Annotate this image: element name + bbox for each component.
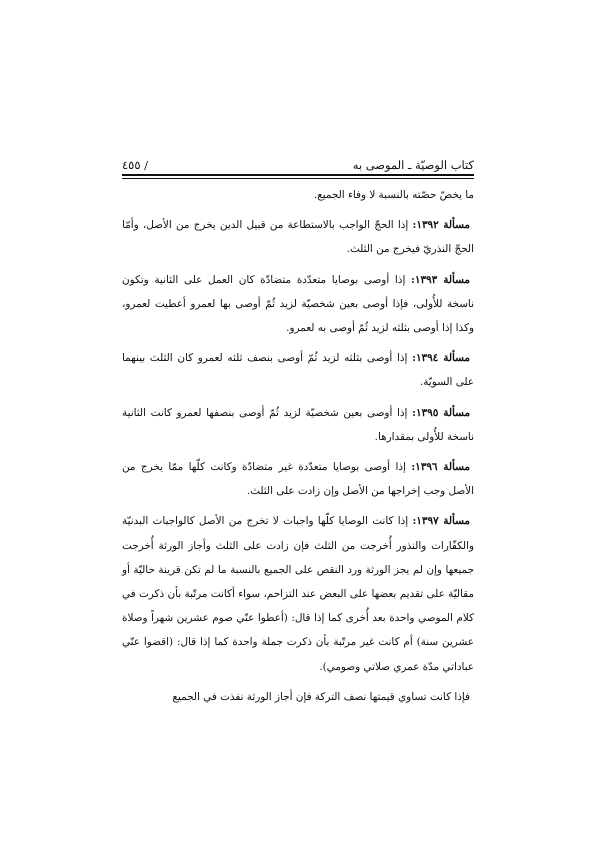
paragraph-continuation	[122, 183, 474, 207]
issue-label: مسألة ١٣٩٥:	[412, 406, 471, 419]
issue-label: مسألة ١٣٩٦:	[411, 461, 470, 474]
paragraph-text: فإذا كانت تساوي قيمتها نصف التركة فإن أجاز الورثة نفذت في الجميع	[172, 690, 470, 703]
page-number: / ٤٥٥	[122, 158, 149, 172]
issue-label: مسألة ١٣٩٢:	[412, 219, 470, 232]
paragraph-text: إذا كانت الوصايا كلّها واجبات لا تخرج من الأصل كالواجبات البدنيّة والكفّارات والنذور أُخرجت من الثلث فإن زادت على الثلث وأجاز الورثة أُخرجت جميعها وإن لم يجز الورثة ورد النقص على الجميع بالنسبة ما لم تكن قرينة حاليّة أو مقاليّة على تقديم بعضها على البعض عند التزاحم، سواء أكانت مرتّبة بأن ذكرت في كلام الموصي واحدة بعد أُخرى كما إذا قال: (أعطوا عنّي صوم عشرين شهراً وصلاة عشرين سنة) أم كانت غير مرتّبة بأن ذكرت جملة واحدة كما إذا قال: (اقضوا عنّي عباداتي مدّة عمري صلاتي وصومي).	[122, 515, 474, 673]
paragraph-text: إذا أوصى بوصايا متعدّدة غير متضادّة وكانت كلّها ممّا يخرج من الأصل وجب إخراجها من الأصل وإن زادت على الثلث.	[122, 461, 474, 498]
paragraph-text: إذا أوصى بثلثه لزيد ثُمّ أوصى بنصف ثلثه لعمرو كان الثلث بينهما على السويّة.	[122, 352, 474, 389]
issue-label: مسألة ١٣٩٣:	[411, 273, 470, 286]
issue-label: مسألة ١٣٩٤:	[412, 352, 471, 365]
issue-1396	[122, 455, 474, 503]
header-rule-thin	[122, 178, 474, 179]
issue-1392	[122, 213, 474, 261]
paragraph-final	[122, 685, 474, 709]
paragraph-text: ما يخصّ حصّته بالنسبة لا وفاء الجميع.	[313, 189, 474, 201]
paragraph-text: إذا أوصى بعين شخصيّة لزيد ثُمّ أوصى بنصفها لعمرو كانت الثانية ناسخة للأُولى بمقدارها.	[122, 406, 474, 443]
issue-1395	[122, 401, 474, 449]
body-text	[122, 183, 474, 715]
issue-label: مسألة ١٣٩٧:	[412, 515, 470, 528]
running-header	[122, 150, 474, 172]
paragraph-text: إذا الحجّ الواجب بالاستطاعة من قبيل الدين يخرج من الأصل، وأمّا الحجّ النذريّ فيخرج من الثلث.	[122, 219, 474, 256]
issue-1393	[122, 268, 474, 341]
issue-1397	[122, 509, 474, 678]
header-title: كتاب الوصيّة ـ الموصى به	[352, 158, 474, 172]
paragraph-text: إذا أوصى بوصايا متعدّدة متضادّة كان العمل على الثانية وتكون ناسخة للأُولى، فإذا أوصى بعين شخصيّة لزيد ثُمّ أوصى بها لعمرو أعطيت لعمرو، وكذا إذا أوصى بثلثه لزيد ثُمّ أوصى به لعمرو.	[122, 273, 474, 335]
issue-1394	[122, 346, 474, 394]
header-rule-thick	[122, 174, 474, 176]
